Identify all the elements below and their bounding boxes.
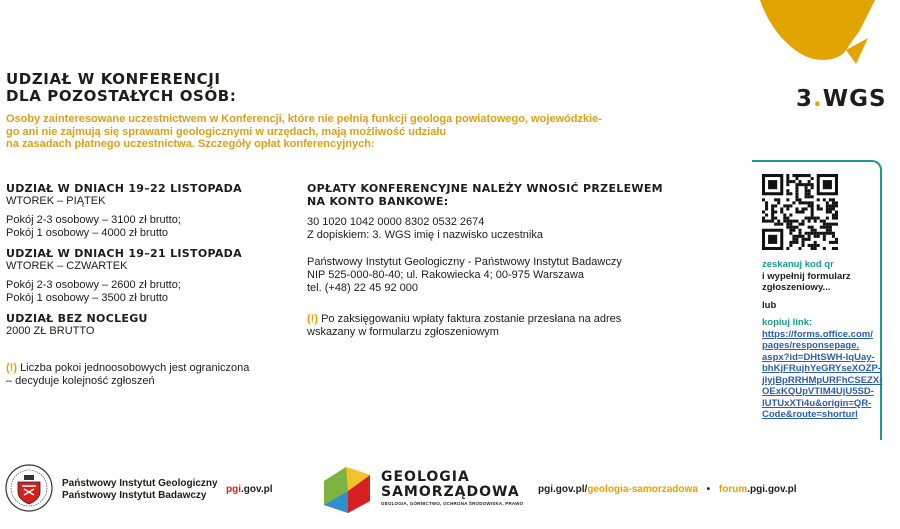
bank-account: 30 1020 1042 0000 8302 0532 2674 (307, 216, 485, 228)
pgi-link[interactable] (226, 484, 272, 496)
pgi-link-rest[interactable]: .gov.pl (241, 484, 273, 495)
org-phone: tel. (+48) 22 45 92 000 (307, 282, 418, 294)
payment-title-line2: NA KONTO BANKOWE: (307, 195, 449, 208)
payment-title-line1: OPŁATY KONFERENCYJNE NALEŻY WNOSIĆ PRZELEWEM (307, 182, 663, 195)
qr-fill-line2: zgłoszeniowy... (762, 282, 831, 293)
pricing-b2-title: UDZIAŁ W DNIACH 19–21 LISTOPADA (6, 247, 242, 260)
intro-line: na zasadach płatnego uczestnictwa. Szczegóły opłat konferencyjnych: (6, 138, 375, 150)
room-note (6, 362, 296, 375)
pricing-b1-line1: Pokój 2-3 osobowy – 3100 zł brutto; (6, 214, 181, 226)
form-link-line[interactable]: jlyjBpRRHMpURFhCSEZX- (762, 374, 883, 386)
pgi-link-red[interactable]: pgi (226, 484, 241, 495)
geologia-samorzadowa-wordmark (381, 470, 523, 507)
page-title-line2: DLA POZOSTAŁYCH OSÓB: (6, 87, 237, 105)
room-note-line2: – decyduje kolejność zgłoszeń (6, 375, 155, 387)
note-text: Liczba pokoi jednoosobowych jest ograniczona (20, 362, 250, 374)
pig-seal-icon (4, 460, 54, 516)
wgs-logo-number: 3 (796, 86, 814, 112)
invoice-note-line2: wskazany w formularzu zgłoszeniowym (307, 326, 499, 338)
note-mark: (!) (6, 362, 17, 374)
qr-scan-label: zeskanuj kod qr (762, 259, 834, 270)
link-part[interactable]: .pgi.gov.pl (747, 484, 797, 495)
footer-links (538, 484, 797, 496)
geo-line1: GEOLOGIA (381, 469, 470, 485)
intro-paragraph (6, 113, 686, 151)
qr-fill-line1: i wypełnij formularz (762, 270, 851, 282)
pricing-b3-title: UDZIAŁ BEZ NOCLEGU (6, 312, 148, 325)
org-name: Państwowy Instytut Geologiczny - Państwowy Instytut Badawczy (307, 256, 622, 268)
note-text: Po zaksięgowaniu wpłaty faktura zostanie przesłana na adres (321, 313, 622, 325)
wgs-logo-text: WGS (822, 86, 887, 112)
payment-column (307, 182, 687, 339)
wgs-logo-dot: . (813, 86, 823, 112)
geo-line2: SAMORZĄDOWA (381, 484, 520, 500)
qr-instructions (762, 259, 882, 421)
form-link-line[interactable]: Code&route=shorturl (762, 409, 858, 420)
form-link-line[interactable]: bhKjFRujhYeGRYseXOZP- (762, 363, 881, 374)
pricing-b1-line2: Pokój 1 osobowy – 4000 zł brutto (6, 227, 169, 239)
pig-name-line1: Państwowy Instytut Geologiczny (62, 478, 218, 489)
decorative-shapes (560, 0, 900, 70)
form-link-line[interactable]: aspx?id=DHtSWH-IqUay- (762, 351, 875, 363)
pig-name-line2: Państwowy Instytut Badawczy (62, 490, 207, 501)
form-link[interactable] (762, 329, 882, 421)
pricing-b2-days: WTOREK – CZWARTEK (6, 260, 128, 272)
org-address: NIP 525-000-80-40; ul. Rakowiecka 4; 00-975 Warszawa (307, 269, 584, 281)
bullet-separator: • (706, 484, 711, 495)
invoice-note (307, 313, 687, 326)
pricing-column (6, 182, 296, 388)
pricing-b2-line2: Pokój 1 osobowy – 3500 zł brutto (6, 292, 169, 304)
forum-link[interactable] (719, 484, 797, 495)
form-link-line[interactable]: OExKQUpVTlM4UjU5SD- (762, 386, 874, 397)
form-link-line[interactable]: pages/responsepage. (762, 340, 860, 351)
geo-subtitle: GEOLOGIA, GÓRNICTWO, OCHRONA ŚRODOWISKA, PRAWO (381, 501, 524, 506)
note-mark: (!) (307, 313, 318, 325)
page-title (6, 71, 236, 105)
qr-copy-label: kopiuj link: (762, 317, 813, 328)
geologia-samorzadowa-logo-icon (320, 461, 374, 517)
form-link-line[interactable]: https://forms.office.com/ (762, 328, 873, 340)
transfer-note: Z dopiskiem: 3. WGS imię i nazwisko uczestnika (307, 229, 543, 241)
pig-name (62, 478, 218, 502)
pricing-b1-days: WTOREK – PIĄTEK (6, 195, 106, 207)
qr-or-label: lub (762, 299, 777, 311)
link-part[interactable]: forum (718, 484, 748, 495)
link-part[interactable]: geologia-samorzadowa (587, 484, 698, 495)
qr-code-icon[interactable] (762, 174, 838, 250)
form-link-line[interactable]: lUTUxXTi4u&origin=QR- (762, 397, 872, 409)
pricing-b1-title: UDZIAŁ W DNIACH 19–22 LISTOPADA (6, 182, 242, 195)
pricing-b3-price: 2000 ZŁ BRUTTO (6, 325, 95, 337)
pricing-b2-line1: Pokój 2-3 osobowy – 2600 zł brutto; (6, 279, 181, 291)
link-part[interactable]: pgi.gov.pl/ (538, 484, 588, 495)
intro-line: go ani nie zajmują się sprawami geologicznymi w urzędach, mają możliwość udziału (6, 125, 447, 138)
wgs-logo (796, 86, 887, 112)
geologia-samorzadowa-link[interactable] (538, 484, 698, 495)
page-title-line1: UDZIAŁ W KONFERENCJI (6, 70, 221, 88)
intro-line: Osoby zainteresowane uczestnictwem w Konferencji, które nie pełnią funkcji geologa powiatowego, wojewódzkie- (6, 113, 602, 125)
